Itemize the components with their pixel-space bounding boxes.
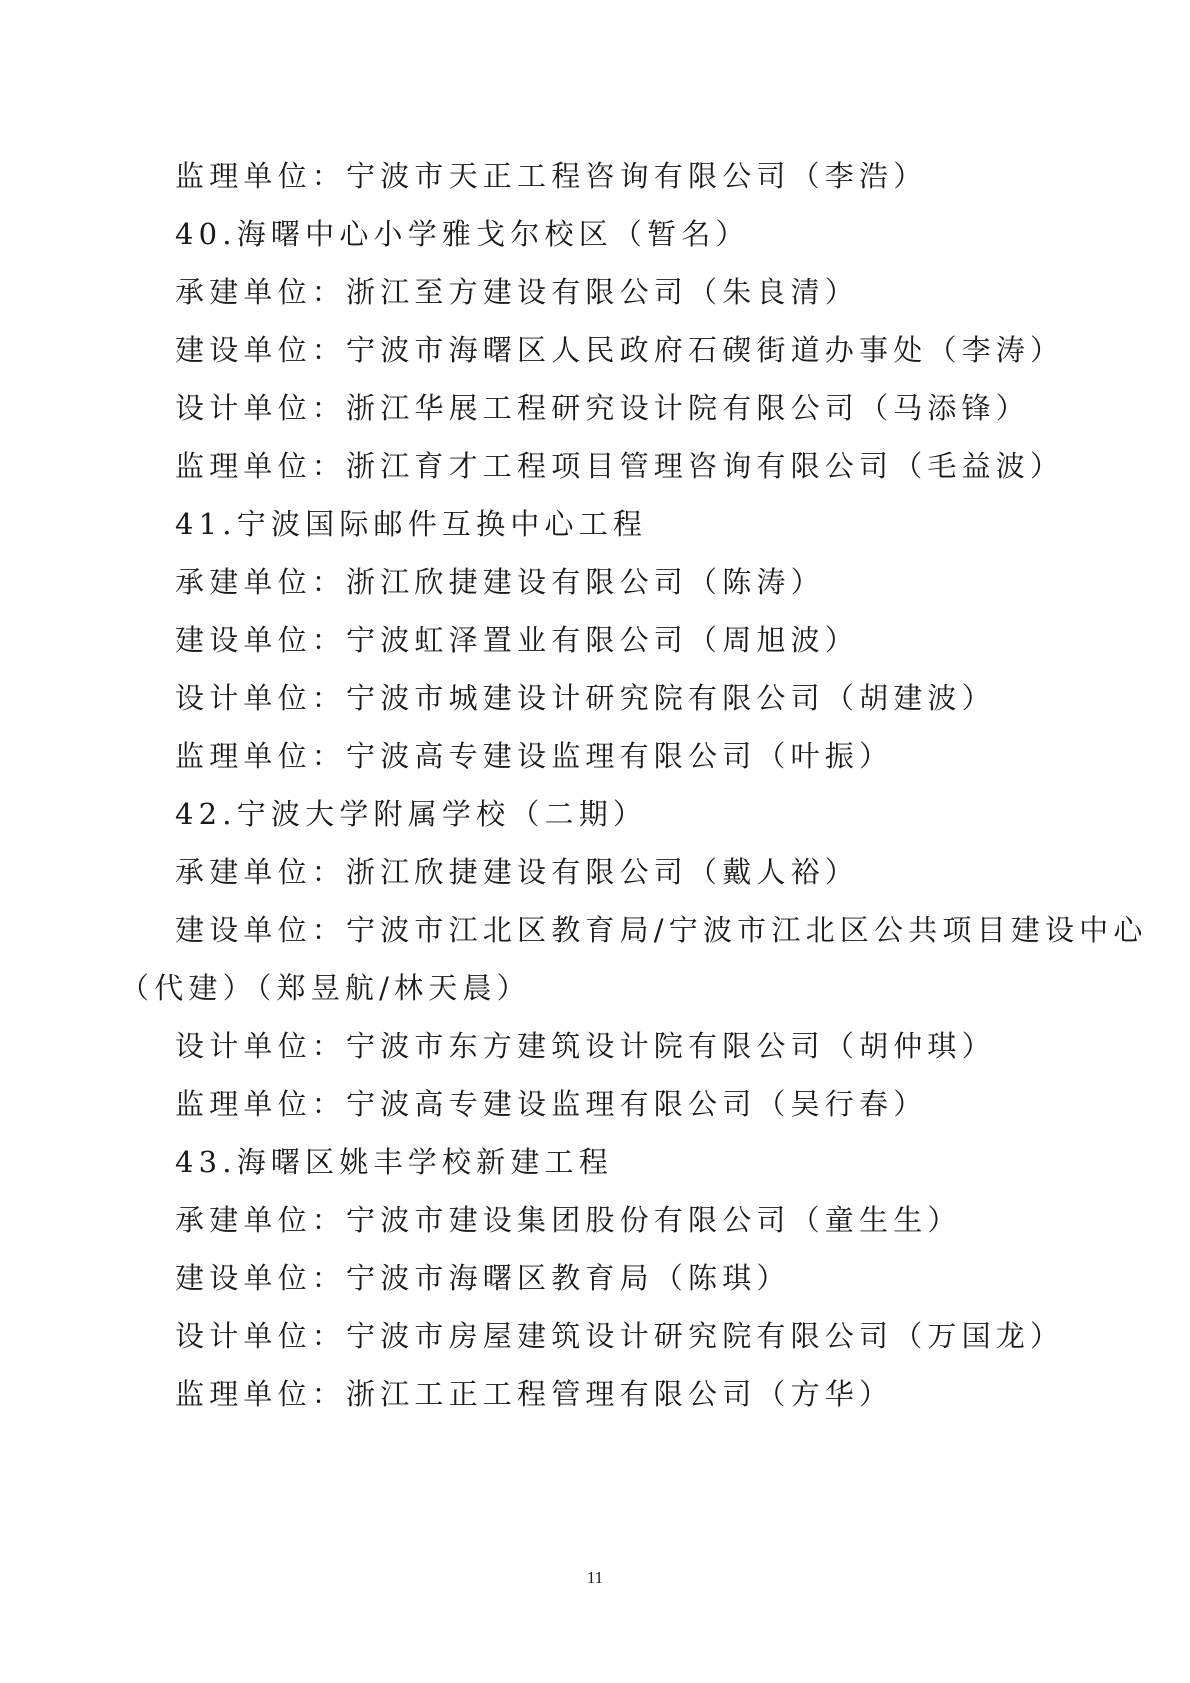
entry-line: 监理单位：浙江育才工程项目管理咨询有限公司（毛益波） — [175, 449, 1065, 483]
entry-line: 设计单位：宁波市东方建筑设计院有限公司（胡仲琪） — [175, 1029, 996, 1063]
page-number: 11 — [586, 1568, 604, 1587]
entry-line: 承建单位：宁波市建设集团股份有限公司（童生生） — [175, 1203, 962, 1237]
entry-line: 承建单位：浙江至方建设有限公司（朱良清） — [175, 275, 860, 309]
project-heading: 40.海曙中心小学雅戈尔校区（暂名） — [175, 217, 750, 251]
entry-line: 建设单位：宁波市海曙区人民政府石碶街道办事处（李涛） — [175, 333, 1065, 367]
entry-line: 建设单位：宁波市江北区教育局/宁波市江北区公共项目建设中心 — [175, 913, 1148, 947]
entry-line: 承建单位：浙江欣捷建设有限公司（戴人裕） — [175, 855, 860, 889]
entry-line: 监理单位：浙江工正工程管理有限公司（方华） — [175, 1377, 894, 1411]
entry-line: 承建单位：浙江欣捷建设有限公司（陈涛） — [175, 565, 825, 599]
project-heading: 42.宁波大学附属学校（二期） — [175, 797, 648, 831]
entry-line: 建设单位：宁波市海曙区教育局（陈琪） — [175, 1261, 791, 1295]
entry-line: 监理单位：宁波高专建设监理有限公司（吴行春） — [175, 1087, 928, 1121]
entry-line-continuation: （代建）（郑昱航/林天晨） — [120, 971, 531, 1005]
entry-line: 设计单位：宁波市房屋建筑设计研究院有限公司（万国龙） — [175, 1319, 1065, 1353]
entry-line: 监理单位：宁波市天正工程咨询有限公司（李浩） — [175, 159, 928, 193]
entry-line: 设计单位：宁波市城建设计研究院有限公司（胡建波） — [175, 681, 996, 715]
project-heading: 43.海曙区姚丰学校新建工程 — [175, 1145, 613, 1179]
entry-line: 建设单位：宁波虹泽置业有限公司（周旭波） — [175, 623, 860, 657]
entry-line: 监理单位：宁波高专建设监理有限公司（叶振） — [175, 739, 894, 773]
project-heading: 41.宁波国际邮件互换中心工程 — [175, 507, 648, 541]
entry-line: 设计单位：浙江华展工程研究设计院有限公司（马添锋） — [175, 391, 1031, 425]
